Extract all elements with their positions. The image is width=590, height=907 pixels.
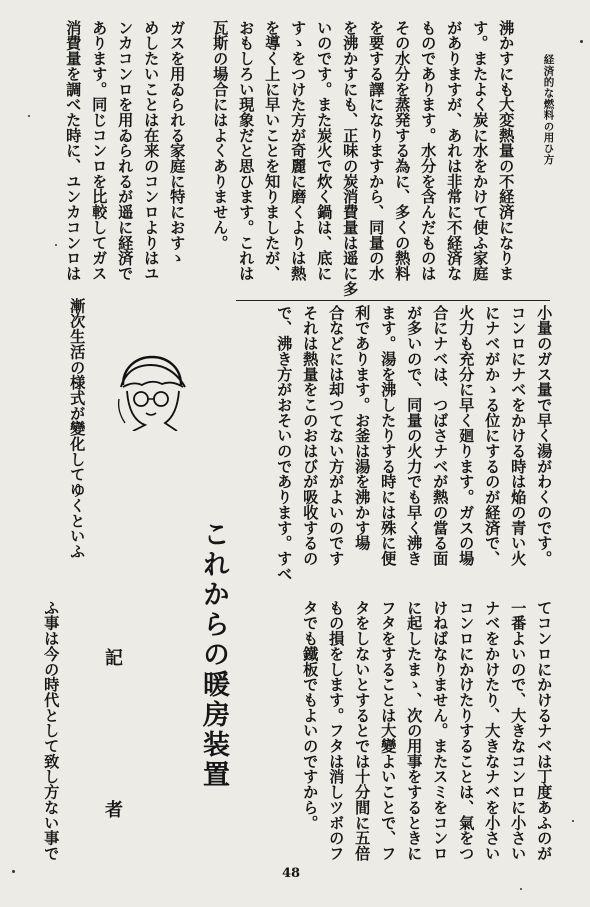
text-line: けねばなりません。またスミをコンロ (431, 600, 450, 861)
intro-text-line: ふ事は今の時代として致し方ない事で (42, 600, 61, 861)
text-line: ます。湯を沸したりする時には殊に便 (379, 305, 398, 566)
text-line: 火力も充分に早く廻ります。ガスの場 (457, 305, 476, 566)
text-line: ものであります。水分を含んだものは (419, 20, 438, 281)
text-line: 一番よいので、大きなコンロに小さい (509, 600, 528, 861)
page-number: 48 (282, 866, 301, 881)
text-line: その水分を蒸発する為に、多くの熱料 (393, 20, 412, 281)
text-line: を要する譯になりますから、同量の水 (367, 20, 386, 281)
print-speck (520, 888, 522, 890)
text-line: に起したまゝ、次の用事をするときに (405, 600, 424, 861)
text-line: を沸かすにも、正味の炭消費量は遥に多 (341, 20, 360, 297)
text-line: す。またよく炭に水をかけて使ふ家庭 (471, 20, 490, 281)
article-title: これからの暖房装置 (198, 520, 229, 790)
print-speck (12, 870, 15, 873)
text-line: めしたいことは在来のコンロよりはユ (142, 20, 161, 281)
text-line: ナベをかけたり、大きなナベを小さい (483, 600, 502, 861)
print-speck (55, 244, 57, 246)
text-line: フタをすることは大變よいことで、フ (379, 600, 398, 861)
text-line: おもしろい現象だと思ひます。これは (237, 20, 256, 281)
text-line: 利であります。お釜は湯を沸かす場 (353, 305, 372, 551)
text-line: タでも鐵板でもよいのですから。 (301, 600, 320, 831)
print-speck (580, 40, 583, 43)
text-line: もの損をします。フタは消しツボのフ (327, 600, 346, 861)
text-line: がありますが、あれは非常に不経済な (445, 20, 464, 281)
text-line: コンロにかけたりすることは、氣をつ (457, 600, 476, 861)
text-line: で、沸き方がおそいのであります。すべ (275, 305, 294, 582)
text-line: ガスを用ゐられる家庭に特におすゝ (168, 20, 187, 266)
text-line: 小量のガス量で早く湯がわくのです。 (535, 305, 554, 566)
text-line: ンカコンロを用ゐられるが遥に経済で (116, 20, 135, 281)
text-line: あります。同じコンロを比較してガス (90, 20, 109, 281)
text-line: コンロにナベをかける時は焔の青い火 (509, 305, 528, 566)
section-heading: 経済的な燃料の用ひ方 (542, 54, 555, 165)
text-line: すゝをつけた方が奇麗に磨くよりは熱 (289, 20, 308, 281)
text-line: 合などには却つてない方がよいのです (327, 305, 346, 566)
top-section-divider (236, 300, 550, 301)
text-line: タをしないとするとでは十分間に五倍 (353, 600, 372, 861)
text-line: 沸かすにも大変熱量の不経済になりま (497, 20, 516, 281)
intro-text-line: 漸次生活の様式が變化してゆくといふ (68, 298, 87, 559)
byline-ki: 記 (102, 648, 123, 666)
text-line: 合にナベは、つばさナベが熱の當る面 (431, 305, 450, 566)
woman-portrait-illustration (115, 353, 191, 431)
text-line: 瓦斯の場合にはよくありません。 (211, 20, 230, 251)
text-line: それは熱量をこのおはびが吸收するの (301, 305, 320, 566)
text-line: いのです。また炭火で炊く鍋は、底に (315, 20, 334, 281)
text-line: 消費量を調べた時に、ユンカコンロは (64, 20, 83, 281)
print-speck (28, 115, 30, 117)
text-line: を導く上に早いことを知りましたが、 (263, 20, 282, 281)
text-line: にナベがかゝる位にするのが経済で、 (483, 305, 502, 566)
byline-sha: 者 (102, 800, 123, 818)
print-speck (572, 820, 574, 822)
text-line: てコンロにかけるナベは丁度あふのが (535, 600, 554, 861)
text-line: が多いので、同量の火力でも早く沸き (405, 305, 424, 566)
